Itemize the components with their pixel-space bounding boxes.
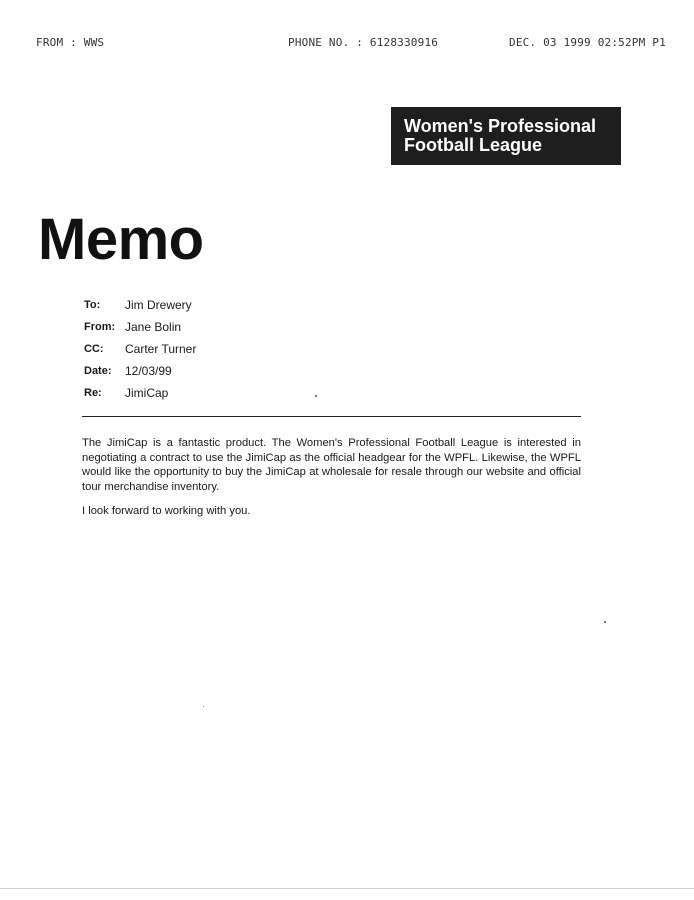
field-re — [84, 384, 504, 406]
fax-date: DEC. 03 1999 02:52PM P1 — [509, 36, 666, 49]
field-label-to: To: — [84, 299, 101, 311]
scan-edge-line — [0, 888, 694, 889]
field-label-re: Re: — [84, 387, 102, 399]
body-paragraph-1: The JimiCap is a fantastic product. The Women's Professional Football League is interested in negotiating a contract to use the JimiCap as the official headgear for the WPFL. Likewise, the WPFL would like the opportunity to buy the JimiCap at wholesale for resale through our website and official tour merchandise inventory. — [82, 437, 581, 493]
wpfl-logo — [391, 107, 621, 165]
field-from — [84, 318, 504, 340]
field-value-from: Jane Bolin — [125, 320, 182, 334]
scan-speck — [604, 621, 606, 623]
header-divider — [82, 416, 581, 417]
memo-body — [82, 436, 581, 529]
scan-speck — [315, 395, 317, 397]
field-value-date: 12/03/99 — [125, 364, 172, 378]
body-paragraph-2: I look forward to working with you. — [82, 505, 251, 518]
scan-speck — [203, 706, 204, 707]
field-label-from: From: — [84, 321, 116, 333]
field-value-re: JimiCap — [125, 386, 169, 400]
field-date — [84, 362, 504, 384]
fax-phone: PHONE NO. : 6128330916 — [288, 36, 439, 49]
memo-fields — [84, 296, 504, 406]
fax-from: FROM : WWS — [36, 36, 105, 49]
field-value-to: Jim Drewery — [125, 298, 192, 312]
field-to — [84, 296, 504, 318]
logo-line-2: Football League — [404, 135, 543, 155]
field-value-cc: Carter Turner — [125, 342, 197, 356]
logo-line-1: Women's Professional — [404, 116, 596, 136]
field-cc — [84, 340, 504, 362]
memo-title: Memo — [38, 207, 204, 272]
fax-header — [0, 36, 694, 52]
field-label-date: Date: — [84, 365, 112, 377]
field-label-cc: CC: — [84, 343, 104, 355]
